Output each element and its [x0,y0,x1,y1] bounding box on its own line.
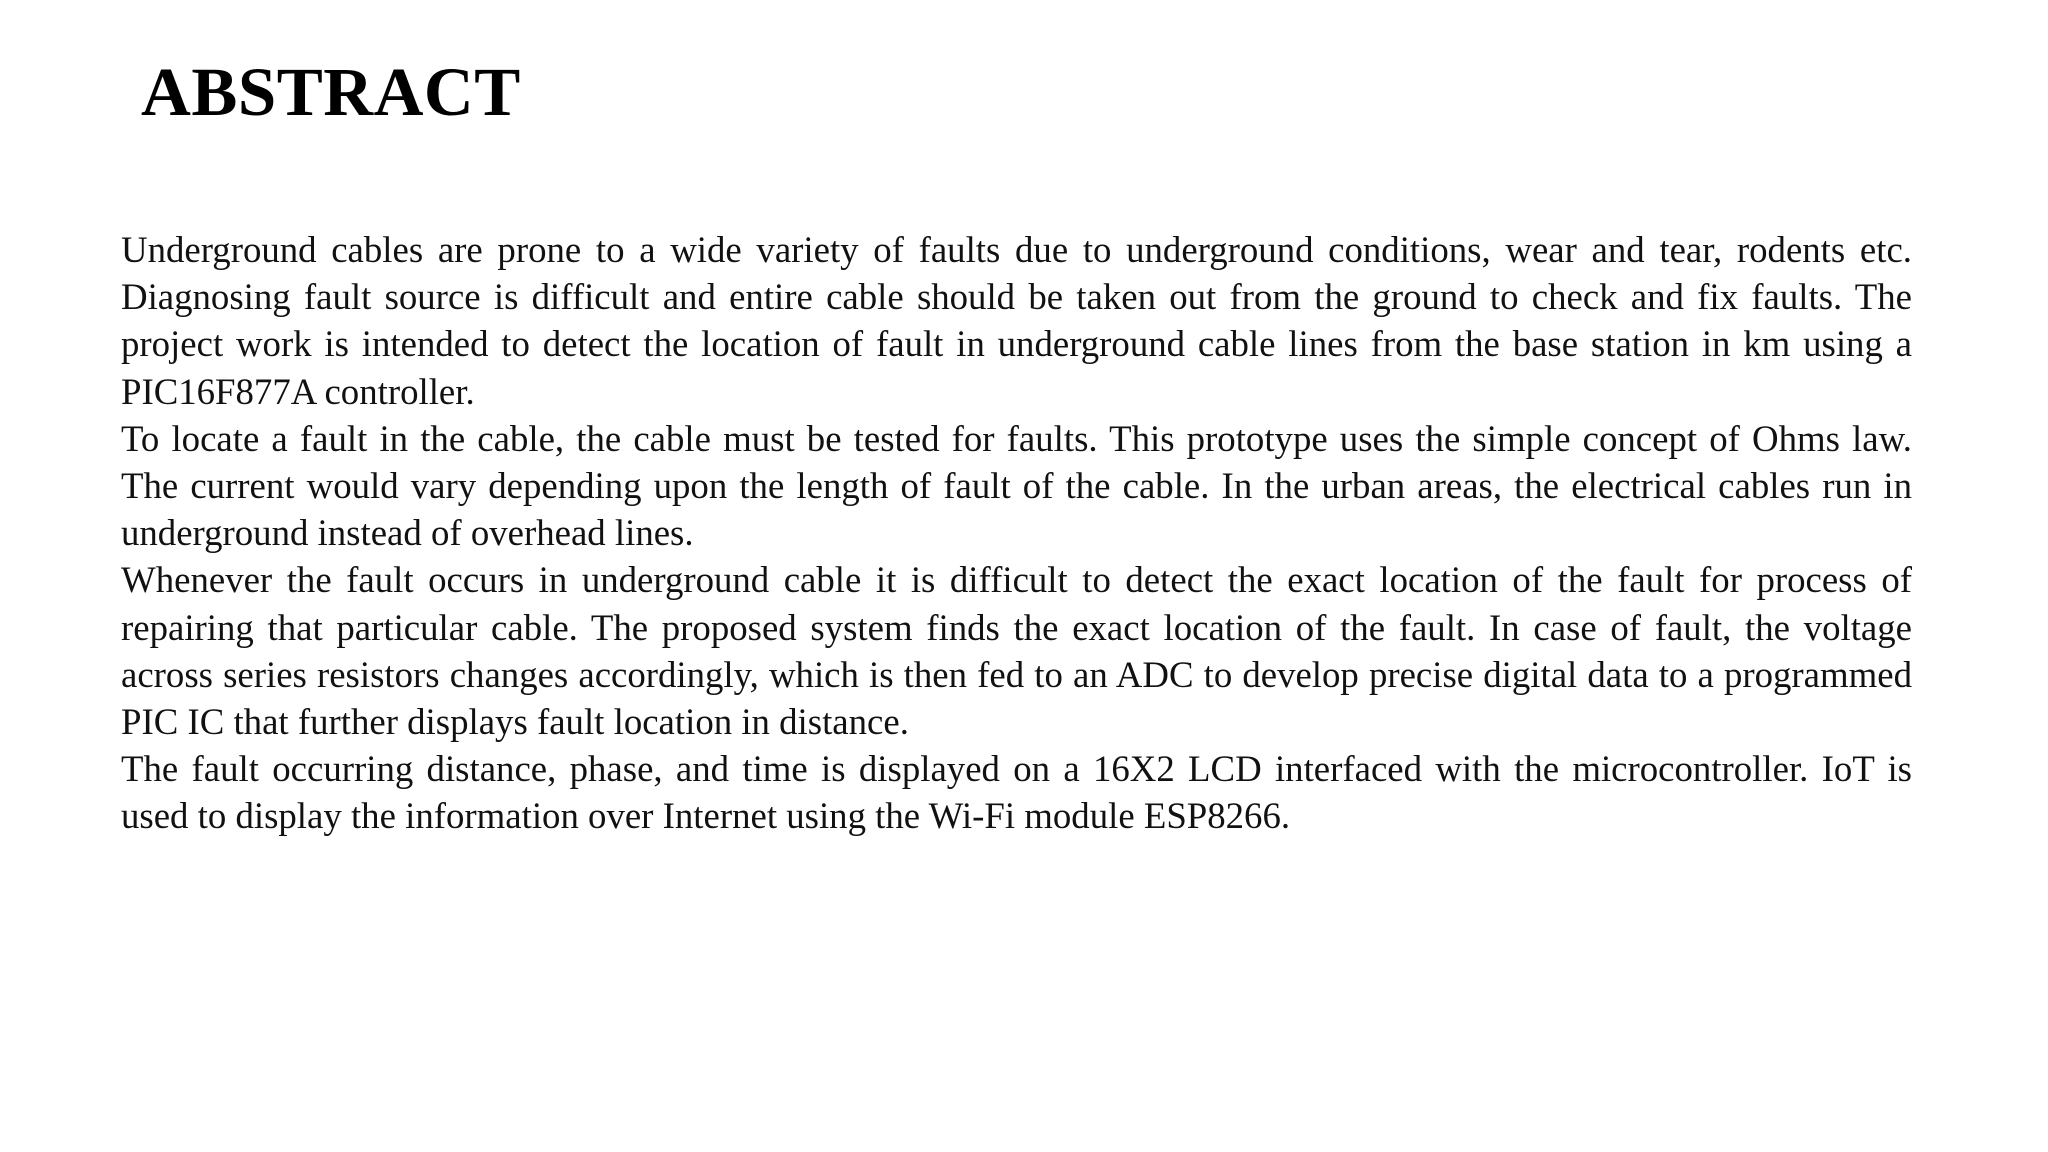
abstract-paragraph: To locate a fault in the cable, the cable must be tested for faults. This prototype uses the simple concept of Ohms law. The current would vary depending upon the length of fault of the cable. In the urban areas, the electrical cables run in underground instead of overhead lines. [121,417,1912,554]
abstract-paragraph: Whenever the fault occurs in underground cable it is difficult to detect the exact location of the fault for process of repairing that particular cable. The proposed system finds the exact location of the fault. In case of fault, the voltage across series resistors changes accordingly, which is then fed to an ADC to develop precise digital data to a programmed PIC IC that further displays fault location in distance. [121,559,1912,743]
abstract-body [121,226,1912,840]
abstract-paragraph: Underground cables are prone to a wide variety of faults due to underground conditions, wear and tear, rodents etc. Diagnosing fault source is difficult and entire cable should be taken out from the ground to check and fix faults. The project work is intended to detect the location of fault in underground cable lines from the base station in km using a PIC16F877A controller. [121,229,1912,412]
abstract-paragraph: The fault occurring distance, phase, and time is displayed on a 16X2 LCD interfaced with the microcontroller. IoT is used to display the information over Internet using the Wi-Fi module ESP8266. [121,748,1912,837]
page-title: ABSTRACT [141,54,521,130]
